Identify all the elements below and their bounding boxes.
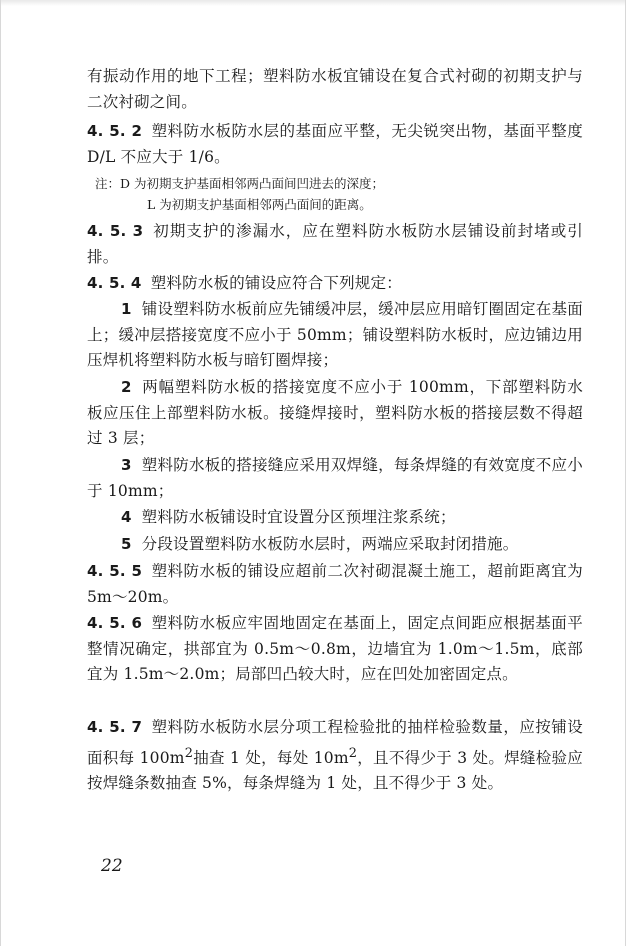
clause-text-c: ，且不得少于 3 处。焊缝检验应按焊缝条数抽查 5%，每条焊缝为 1 处，且不得少于 3 处。 xyxy=(87,748,584,793)
clause-text: 塑料防水板防水层的基面应平整，无尖锐突出物，基面平整度 D/L 不应大于 1/6。 xyxy=(87,122,583,166)
note-line-2: L 为初期支护基面相邻两凸面间的距离。 xyxy=(147,197,372,212)
list-item-2 xyxy=(87,375,583,452)
list-item-4 xyxy=(87,505,583,531)
clause-4-5-4 xyxy=(87,271,583,297)
list-item-5 xyxy=(87,532,583,558)
page-number: 22 xyxy=(101,856,123,876)
clause-4-5-5 xyxy=(87,559,583,610)
clause-4-5-6 xyxy=(87,611,583,688)
superscript-2: 2 xyxy=(348,745,358,761)
item-text: 铺设塑料防水板前应先铺缓冲层，缓冲层应用暗钉圈固定在基面上；缓冲层搭接宽度不应小于 50mm；铺设塑料防水板时，应边铺边用压焊机将塑料防水板与暗钉圈焊接； xyxy=(87,300,583,369)
clause-text: 塑料防水板的铺设应符合下列规定： xyxy=(150,274,402,292)
item-text: 塑料防水板铺设时宜设置分区预埋注浆系统； xyxy=(141,508,456,526)
note-line-1: 注：D 为初期支护基面相邻两凸面间凹进去的深度； xyxy=(95,176,384,191)
clause-number: 4. 5. 3 xyxy=(87,222,144,240)
clause-text-a: 塑料防水板防水层分项工程检验批的抽样检验数量，应按铺设面积每 100m xyxy=(87,718,583,767)
intro-text: 有振动作用的地下工程；塑料防水板宜铺设在复合式衬砌的初期支护与二次衬砌之间。 xyxy=(87,67,583,111)
item-number: 3 xyxy=(121,456,132,474)
clause-number: 4. 5. 4 xyxy=(87,274,142,292)
intro-paragraph xyxy=(87,64,583,115)
clause-4-5-3 xyxy=(87,219,583,270)
clause-text-b: 抽查 1 处，每处 10m xyxy=(193,748,349,767)
item-number: 2 xyxy=(121,378,132,396)
item-text: 塑料防水板的搭接缝应采用双焊缝，每条焊缝的有效宽度不应小于 10mm； xyxy=(87,456,583,500)
item-text: 两幅塑料防水板的搭接宽度不应小于 100mm，下部塑料防水板应压住上部塑料防水板。接缝焊接时，塑料防水板的搭接层数不得超过 3 层； xyxy=(87,378,583,447)
item-number: 4 xyxy=(121,508,132,526)
clause-number: 4. 5. 2 xyxy=(87,122,143,140)
superscript-2: 2 xyxy=(184,745,194,761)
clause-text: 初期支护的渗漏水，应在塑料防水板防水层铺设前封堵或引排。 xyxy=(87,222,583,266)
clause-number: 4. 5. 5 xyxy=(87,562,143,580)
clause-4-5-2 xyxy=(87,119,583,170)
clause-text: 塑料防水板应牢固地固定在基面上，固定点间距应根据基面平整情况确定，拱部宜为 0.5m～0.8m，边墙宜为 1.0m～1.5m，底部宜为 1.5m～2.0m；局部凹凸较大时，应在凹处加密固定点。 xyxy=(87,614,583,683)
item-text: 分段设置塑料防水板防水层时，两端应采取封闭措施。 xyxy=(141,535,519,553)
clause-text: 塑料防水板的铺设应超前二次衬砌混凝土施工，超前距离宜为 5m～20m。 xyxy=(87,562,583,606)
item-number: 5 xyxy=(121,535,132,553)
clause-number: 4. 5. 7 xyxy=(87,718,143,736)
list-item-3 xyxy=(87,453,583,504)
note-block xyxy=(95,173,585,215)
item-number: 1 xyxy=(121,300,132,318)
clause-4-5-7 xyxy=(87,715,583,797)
list-item-1 xyxy=(87,297,583,374)
clause-number: 4. 5. 6 xyxy=(87,614,143,632)
